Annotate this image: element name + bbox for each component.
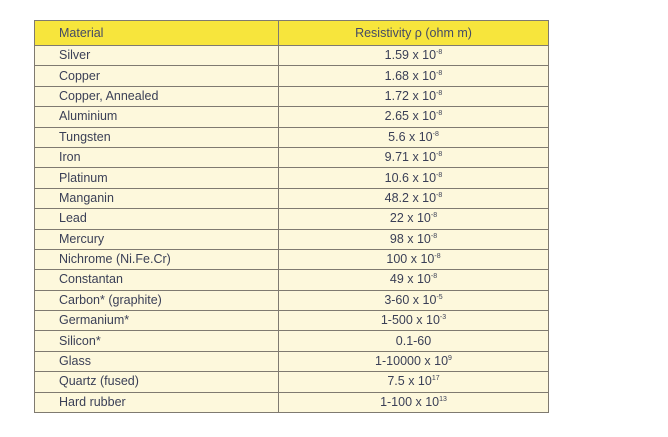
resistivity-exponent: 13 — [439, 395, 447, 403]
material-cell: Mercury — [35, 229, 279, 249]
resistivity-cell — [279, 188, 549, 208]
table-row — [35, 351, 549, 371]
resistivity-exponent: -8 — [436, 69, 443, 77]
resistivity-table — [34, 20, 549, 413]
table-row — [35, 66, 549, 86]
resistivity-mantissa: 0.1-60 — [395, 333, 432, 348]
header-material: Material — [35, 21, 279, 46]
resistivity-exponent: -5 — [436, 293, 443, 301]
resistivity-mantissa: 98 x 10 — [389, 231, 431, 246]
resistivity-cell — [279, 107, 549, 127]
material-cell: Platinum — [35, 168, 279, 188]
material-cell: Hard rubber — [35, 392, 279, 412]
resistivity-cell — [279, 270, 549, 290]
resistivity-mantissa: 48.2 x 10 — [384, 190, 437, 205]
resistivity-exponent: -8 — [436, 89, 443, 97]
resistivity-exponent: -8 — [430, 232, 438, 240]
material-cell: Silver — [35, 46, 279, 66]
material-cell: Glass — [35, 351, 279, 371]
resistivity-cell — [279, 46, 549, 66]
material-cell: Aluminium — [35, 107, 279, 127]
header-resistivity: Resistivity ρ (ohm m) — [279, 21, 549, 46]
resistivity-cell — [279, 372, 549, 392]
resistivity-exponent: 9 — [448, 355, 452, 363]
material-cell: Quartz (fused) — [35, 372, 279, 392]
material-cell: Nichrome (Ni.Fe.Cr) — [35, 249, 279, 269]
resistivity-cell — [279, 209, 549, 229]
table-row — [35, 188, 549, 208]
table-row — [35, 249, 549, 269]
material-cell: Constantan — [35, 270, 279, 290]
material-cell: Tungsten — [35, 127, 279, 147]
table-row — [35, 127, 549, 147]
resistivity-cell — [279, 229, 549, 249]
header-row — [35, 21, 549, 46]
material-cell: Germanium* — [35, 311, 279, 331]
material-cell: Copper — [35, 66, 279, 86]
resistivity-cell — [279, 66, 549, 86]
resistivity-mantissa: 9.71 x 10 — [384, 150, 437, 165]
material-cell: Manganin — [35, 188, 279, 208]
resistivity-mantissa: 2.65 x 10 — [384, 109, 437, 124]
material-cell: Carbon* (graphite) — [35, 290, 279, 310]
table-row — [35, 392, 549, 412]
resistivity-cell — [279, 147, 549, 167]
material-cell: Silicon* — [35, 331, 279, 351]
resistivity-mantissa: 49 x 10 — [389, 272, 431, 287]
resistivity-exponent: -8 — [436, 110, 443, 118]
resistivity-mantissa: 1-10000 x 10 — [375, 354, 449, 369]
table-row — [35, 270, 549, 290]
resistivity-exponent: -3 — [439, 314, 447, 322]
resistivity-mantissa: 5.6 x 10 — [388, 129, 433, 144]
resistivity-mantissa: 1-500 x 10 — [380, 313, 440, 328]
table-row — [35, 86, 549, 106]
resistivity-cell — [279, 311, 549, 331]
resistivity-exponent: -8 — [434, 253, 441, 261]
resistivity-exponent: 17 — [431, 375, 440, 383]
resistivity-exponent: -8 — [436, 151, 443, 159]
table-row — [35, 147, 549, 167]
resistivity-mantissa: 7.5 x 10 — [387, 374, 432, 389]
table-row — [35, 46, 549, 66]
resistivity-cell — [279, 168, 549, 188]
resistivity-cell — [279, 127, 549, 147]
resistivity-exponent: -8 — [436, 49, 443, 57]
resistivity-mantissa: 100 x 10 — [386, 252, 435, 267]
table-row — [35, 209, 549, 229]
resistivity-exponent: -8 — [432, 130, 439, 138]
resistivity-cell — [279, 392, 549, 412]
resistivity-exponent: -8 — [430, 212, 438, 220]
table-row — [35, 229, 549, 249]
resistivity-table-container — [34, 20, 548, 413]
resistivity-mantissa: 3-60 x 10 — [384, 292, 437, 307]
resistivity-cell — [279, 249, 549, 269]
table-header — [35, 21, 549, 46]
table-row — [35, 290, 549, 310]
resistivity-exponent: -8 — [436, 191, 443, 199]
resistivity-mantissa: 1.59 x 10 — [384, 48, 437, 63]
table-row — [35, 372, 549, 392]
table-row — [35, 107, 549, 127]
table-row — [35, 331, 549, 351]
resistivity-cell — [279, 290, 549, 310]
resistivity-mantissa: 10.6 x 10 — [384, 170, 437, 185]
table-row — [35, 311, 549, 331]
material-cell: Lead — [35, 209, 279, 229]
resistivity-cell — [279, 331, 549, 351]
table-body — [35, 46, 549, 413]
resistivity-mantissa: 1.72 x 10 — [384, 88, 437, 103]
resistivity-cell — [279, 351, 549, 371]
material-cell: Iron — [35, 147, 279, 167]
resistivity-cell — [279, 86, 549, 106]
table-row — [35, 168, 549, 188]
resistivity-mantissa: 1-100 x 10 — [380, 394, 440, 409]
resistivity-exponent: -8 — [430, 273, 438, 281]
resistivity-exponent: -8 — [436, 171, 443, 179]
material-cell: Copper, Annealed — [35, 86, 279, 106]
resistivity-mantissa: 22 x 10 — [389, 211, 431, 226]
resistivity-mantissa: 1.68 x 10 — [384, 68, 437, 83]
